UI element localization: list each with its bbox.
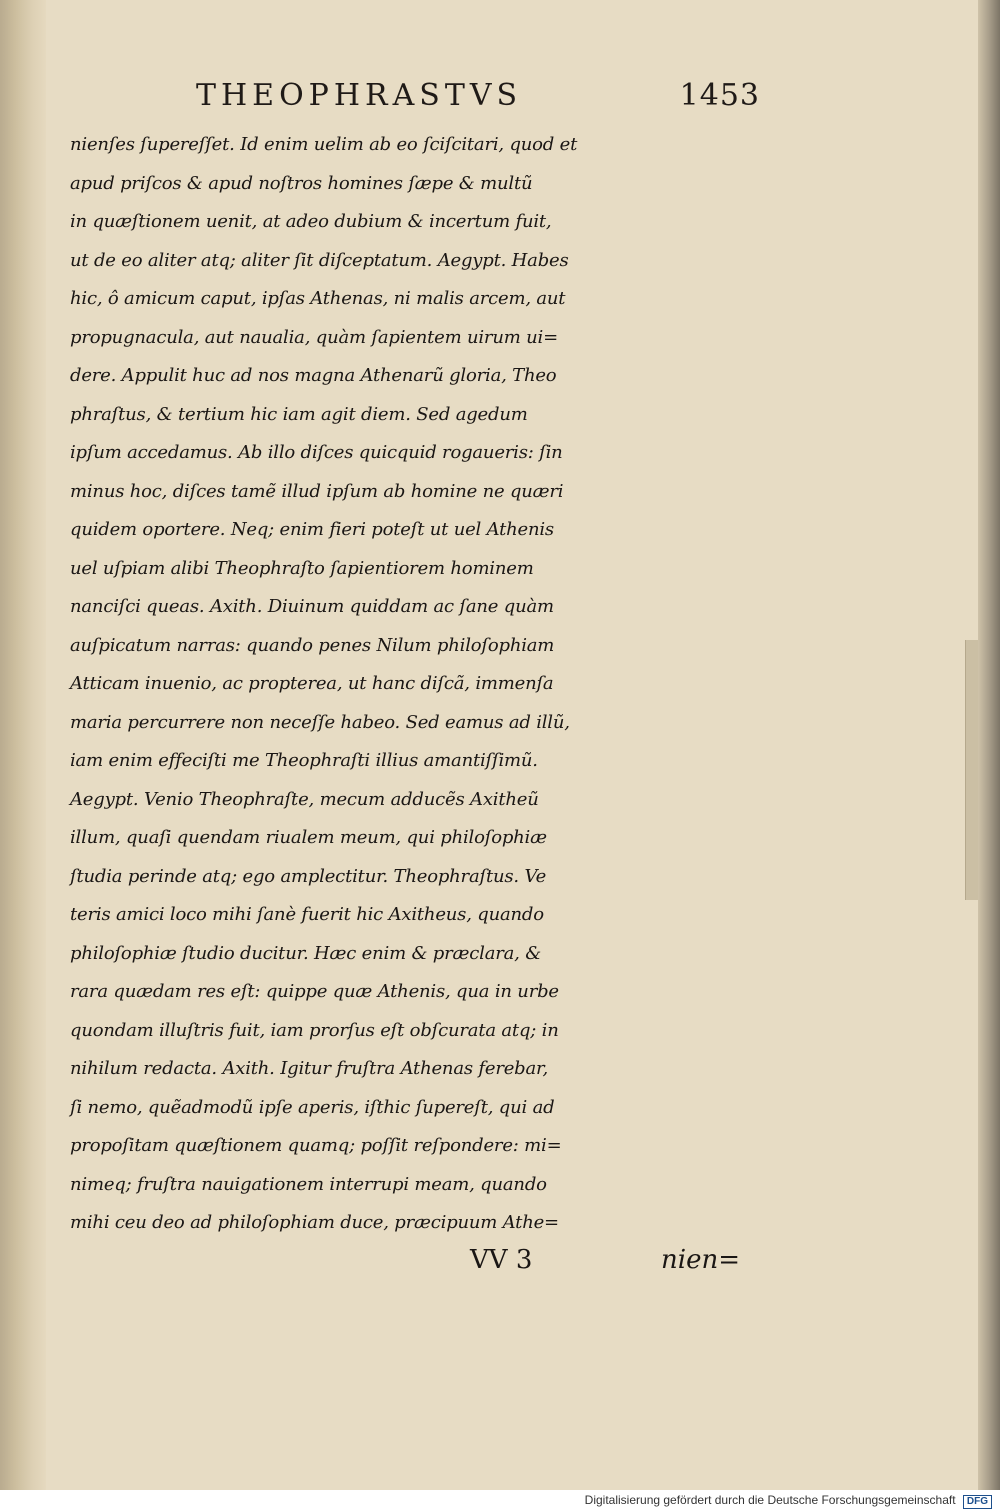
page-footer bbox=[70, 1243, 760, 1283]
text-line: ſtudia perinde atq; ego amplectitur. Theophraſtus. Ve bbox=[70, 865, 547, 887]
text-line: ſi nemo, quẽadmodũ ipſe aperis, iſthic ſupereſt, qui ad bbox=[70, 1096, 555, 1118]
text-line: philoſophiæ ſtudio ducitur. Hæc enim & præclara, & bbox=[70, 942, 542, 964]
text-line: uel uſpiam alibi Theophraſto ſapientiorem hominem bbox=[70, 557, 534, 579]
text-line: nanciſci queas. Axith. Diuinum quiddam ac ſane quàm bbox=[70, 596, 554, 617]
text-line: mihi ceu deo ad philoſophiam duce, præcipuum Athe= bbox=[70, 1212, 559, 1233]
text-line: nienſes ſupereſſet. Id enim uelim ab eo ſciſcitari, quod et bbox=[70, 134, 578, 155]
text-line: maria percurrere non neceſſe habeo. Sed eamus ad illũ, bbox=[70, 711, 570, 733]
text-line: phraſtus, & tertium hic iam agit diem. Sed agedum bbox=[70, 403, 528, 425]
dfg-logo-icon: DFG bbox=[963, 1495, 992, 1509]
signature-mark: VV 3 bbox=[470, 1244, 533, 1275]
credit-text: Digitalisierung gefördert durch die Deutsche Forschungsgemeinschaft bbox=[584, 1493, 956, 1507]
catchword: nien= bbox=[661, 1244, 740, 1275]
text-line: ut de eo aliter atq; aliter ſit diſceptatum. Aegypt. Habes bbox=[70, 249, 569, 271]
credit-bar bbox=[0, 1490, 1000, 1512]
text-line: propugnacula, aut naualia, quàm ſapientem uirum ui= bbox=[70, 326, 558, 348]
binding-gutter bbox=[0, 0, 46, 1512]
page-edge-shadow bbox=[978, 0, 1000, 1512]
text-line: Atticam inuenio, ac propterea, ut hanc diſcã, immenſa bbox=[70, 673, 554, 694]
text-line: rara quædam res eſt: quippe quæ Athenis, qua in urbe bbox=[70, 981, 559, 1002]
text-line: iam enim effeciſti me Theophraſti illius amantiſſimũ. bbox=[70, 750, 538, 771]
running-head: THEOPHRASTVS bbox=[196, 78, 523, 113]
text-line: minus hoc, diſces tamẽ illud ipſum ab homine ne quæri bbox=[70, 480, 564, 502]
text-line: hic, ô amicum caput, ipſas Athenas, ni malis arcem, aut bbox=[70, 288, 566, 309]
text-line: quondam illuſtris fuit, iam prorſus eſt obſcurata atq; in bbox=[70, 1019, 559, 1041]
page-header bbox=[70, 70, 760, 126]
text-line: nimeq; fruſtra nauigationem interrupi meam, quando bbox=[70, 1173, 547, 1195]
text-line: quidem oportere. Neq; enim fieri poteſt ut uel Athenis bbox=[70, 519, 554, 540]
text-line: teris amici loco mihi ſanè fuerit hic Axitheus, quando bbox=[70, 904, 544, 925]
text-line: propoſitam quæſtionem quamq; poſſit reſpondere: mi= bbox=[70, 1135, 562, 1156]
page-fore-edge-tab bbox=[965, 640, 978, 900]
text-line: illum, quaſi quendam riualem meum, qui philoſophiæ bbox=[70, 827, 547, 848]
text-line: dere. Appulit huc ad nos magna Athenarũ gloria, Theo bbox=[70, 365, 557, 386]
digitization-credit bbox=[585, 1493, 992, 1509]
text-line: Aegypt. Venio Theophraſte, mecum adducẽs Axitheũ bbox=[70, 788, 539, 810]
body-text bbox=[70, 126, 760, 1243]
text-line: nihilum redacta. Axith. Igitur fruſtra Athenas ferebar, bbox=[70, 1058, 548, 1079]
text-line: in quæſtionem uenit, at adeo dubium & incertum fuit, bbox=[70, 211, 552, 232]
printed-page bbox=[70, 70, 760, 1283]
text-line: auſpicatum narras: quando penes Nilum philoſophiam bbox=[70, 634, 555, 656]
text-line: apud priſcos & apud noſtros homines ſæpe & multũ bbox=[70, 172, 533, 194]
text-line: ipſum accedamus. Ab illo diſces quicquid rogaueris: ſin bbox=[70, 442, 563, 463]
folio-number: 1453 bbox=[679, 78, 760, 113]
